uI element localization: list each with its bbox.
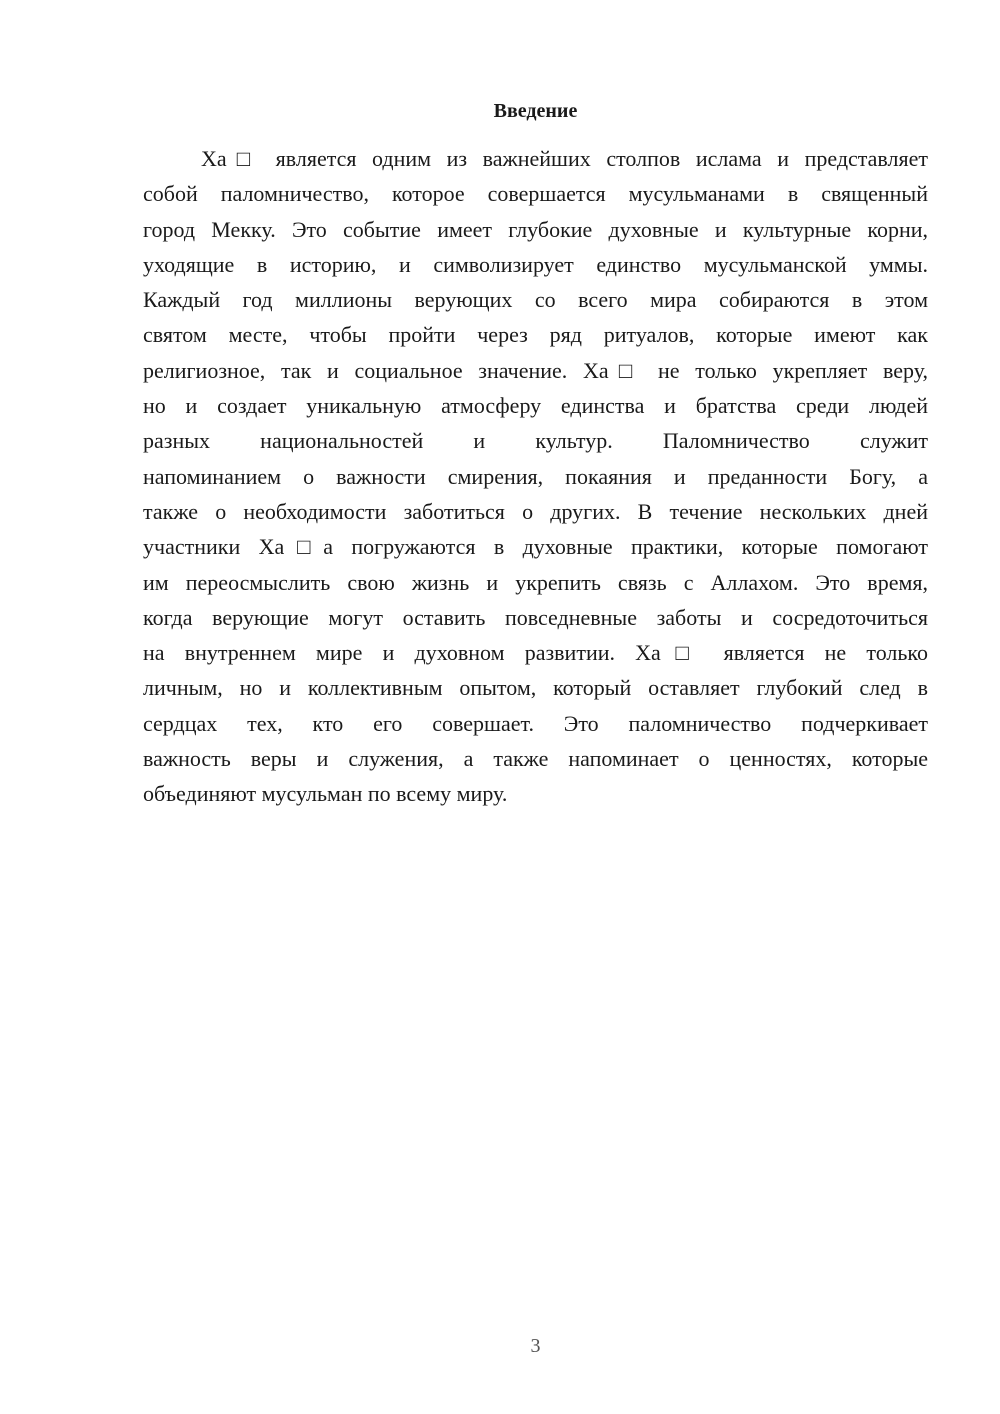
paragraph-line: на внутреннем мире и духовном развитии. Ха□ является не только <box>143 640 928 666</box>
paragraph-line: объединяют мусульман по всему миру. <box>143 781 508 807</box>
paragraph-line: разных национальностей и культур. Паломничество служит <box>143 428 928 454</box>
paragraph-line: участники Ха□а погружаются в духовные практики, которые помогают <box>143 534 928 560</box>
paragraph-line: им переосмыслить свою жизнь и укрепить связь с Аллахом. Это время, <box>143 569 928 595</box>
page-title: Введение <box>493 100 578 122</box>
paragraph-line: важность веры и служения, а также напоминает о ценностях, которые <box>143 746 928 772</box>
paragraph-line: Каждый год миллионы верующих со всего мира собираются в этом <box>143 287 928 313</box>
paragraph-line: личным, но и коллективным опытом, который оставляет глубокий след в <box>143 675 928 701</box>
paragraph-line: религиозное, так и социальное значение. Ха□ не только укрепляет веру, <box>143 357 928 383</box>
page-number: 3 <box>530 1335 541 1357</box>
paragraph-line: но и создает уникальную атмосферу единства и братства среди людей <box>143 393 928 419</box>
paragraph-line: также о необходимости заботиться о других. В течение нескольких дней <box>143 498 928 524</box>
paragraph-line: город Мекку. Это событие имеет глубокие духовные и культурные корни, <box>143 216 928 242</box>
paragraph-line: собой паломничество, которое совершается мусульманами в священный <box>143 181 928 207</box>
paragraph-line: когда верующие могут оставить повседневные заботы и сосредоточиться <box>143 604 928 630</box>
paragraph-line: Ха□ является одним из важнейших столпов ислама и представляет <box>201 146 928 171</box>
paragraph-line: сердцах тех, кто его совершает. Это паломничество подчеркивает <box>143 710 928 736</box>
introduction-paragraph <box>143 141 928 812</box>
paragraph-line: святом месте, чтобы пройти через ряд ритуалов, которые имеют как <box>143 322 928 348</box>
paragraph-line: напоминанием о важности смирения, покаяния и преданности Богу, а <box>143 463 928 489</box>
paragraph-line: уходящие в историю, и символизирует единство мусульманской уммы. <box>143 251 928 277</box>
